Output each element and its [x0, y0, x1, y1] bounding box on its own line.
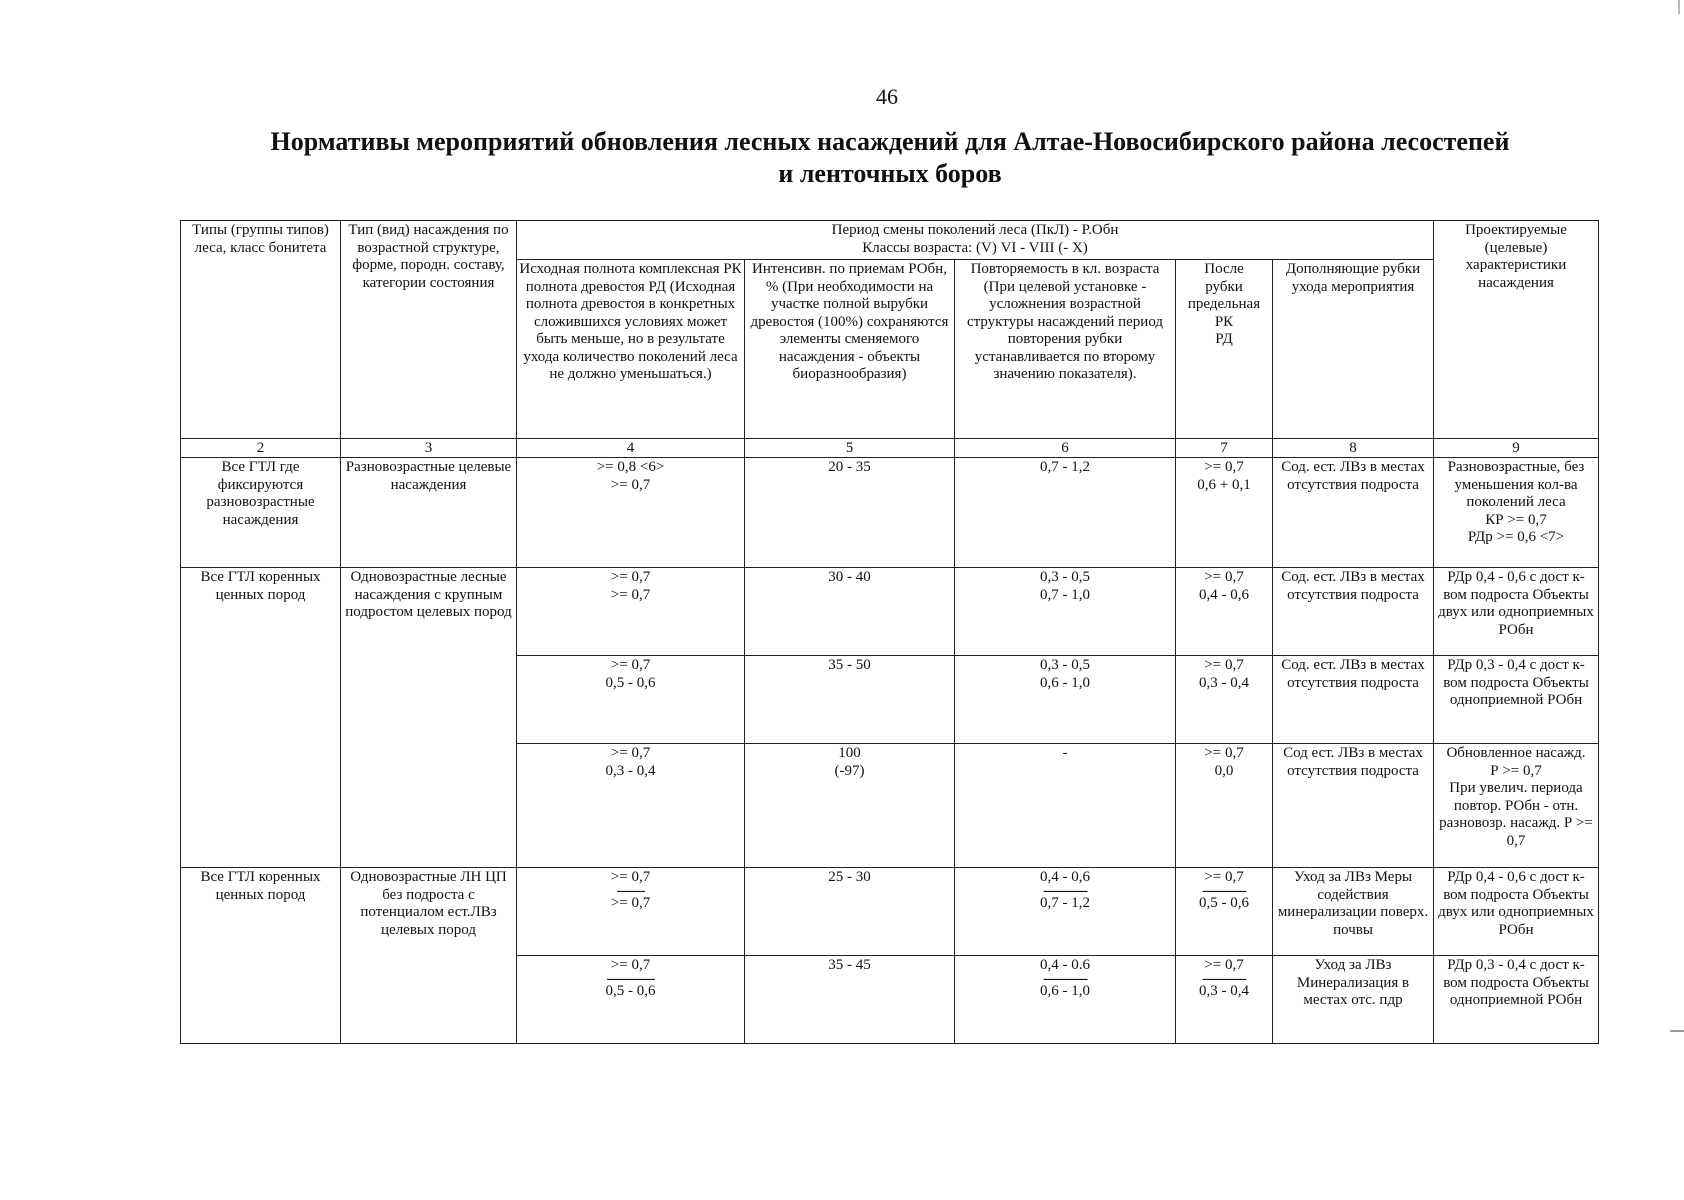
after-cut-cell: >= 0,7 0,4 - 0,6 — [1176, 568, 1273, 656]
stand-type-cell: Разновозрастные целевые насаждения — [341, 458, 517, 568]
repeat-cell: 0,3 - 0,5 0,7 - 1,0 — [955, 568, 1176, 656]
header-measures: Дополняющие рубки ухода мероприятия — [1273, 260, 1434, 439]
column-number: 4 — [517, 439, 745, 458]
intensity-cell: 100 (-97) — [745, 744, 955, 868]
title-line-1: Нормативы мероприятий обновления лесных насаждений для Алтае-Новосибирского района лесостепей — [270, 127, 1510, 156]
measures-cell: Сод. ест. ЛВз в местах отсутствия подроста — [1273, 568, 1434, 656]
header-period-line-1: Период смены поколений леса (ПкЛ) - Р.Обн — [831, 222, 1119, 238]
after-cut-cell: >= 0,7 0,6 + 0,1 — [1176, 458, 1273, 568]
measures-cell: Сод ест. ЛВз в местах отсутствия подроста — [1273, 744, 1434, 868]
stand-type-cell: Одновозрастные лесные насаждения с крупным подростом целевых пород — [341, 568, 517, 868]
intensity-cell: 35 - 50 — [745, 656, 955, 744]
intensity-cell: 30 - 40 — [745, 568, 955, 656]
target-cell: РДр 0,3 - 0,4 с дост к-вом подроста Объекты одноприемной РОбн — [1434, 656, 1599, 744]
table-row — [181, 568, 1599, 656]
intensity-cell: 20 - 35 — [745, 458, 955, 568]
column-number: 6 — [955, 439, 1176, 458]
forest-type-cell: Все ГТЛ где фиксируются разновозрастные насаждения — [181, 458, 341, 568]
intensity-cell: 25 - 30 — [745, 868, 955, 956]
page-number: 46 — [876, 84, 898, 109]
header-repeat: Повторяемость в кл. возраста (При целевой установке - усложнения возрастной структуры насаждений период повторения рубки устанавливается по второму значению показателя). — [955, 260, 1176, 439]
repeat-cell: 0,4 - 0.6 ----------- 0,6 - 1,0 — [955, 956, 1176, 1044]
stand-type-cell: Одновозрастные ЛН ЦП без подроста с потенциалом ест.ЛВз целевых пород — [341, 868, 517, 1044]
header-period-line-2: Классы возраста: (V) VI - VIII (- X) — [862, 239, 1088, 256]
density-cell: >= 0,7 0,3 - 0,4 — [517, 744, 745, 868]
header-density: Исходная полнота комплексная РК полнота древостоя РД (Исходная полнота древостоя в конкретных сложившихся условиях может быть меньше, но в результате ухода количество поколений леса не должно уменьшаться.) — [517, 260, 745, 439]
header-stand-type: Тип (вид) насаждения по возрастной структуре, форме, породн. составу, категории состояния — [341, 221, 517, 439]
measures-cell: Сод. ест. ЛВз в местах отсутствия подроста — [1273, 656, 1434, 744]
title-line-2: и ленточных боров — [778, 159, 1002, 188]
repeat-cell: - — [955, 744, 1176, 868]
column-number: 3 — [341, 439, 517, 458]
intensity-cell: 35 - 45 — [745, 956, 955, 1044]
density-cell: >= 0,7 ------- >= 0,7 — [517, 868, 745, 956]
table-row — [181, 458, 1599, 568]
after-cut-cell: >= 0,7 ----------- 0,3 - 0,4 — [1176, 956, 1273, 1044]
target-cell: Разновозрастные, без уменьшения кол-ва поколений леса КР >= 0,7 РДр >= 0,6 <7> — [1434, 458, 1599, 568]
scan-corner-mark — [1678, 0, 1680, 14]
target-cell: РДр 0,4 - 0,6 с дост к-вом подроста Объекты двух или одноприемных РОбн — [1434, 568, 1599, 656]
density-cell: >= 0,8 <6> >= 0,7 — [517, 458, 745, 568]
column-number-row — [181, 439, 1599, 458]
column-number: 2 — [181, 439, 341, 458]
after-cut-cell: >= 0,7 ----------- 0,5 - 0,6 — [1176, 868, 1273, 956]
measures-cell: Уход за ЛВз Меры содействия минерализации поверх. почвы — [1273, 868, 1434, 956]
target-cell: Обновленное насажд. Р >= 0,7 При увелич. периода повтор. РОбн - отн. разновозр. насажд. Р >= 0,7 — [1434, 744, 1599, 868]
header-after-cut: После рубки предельная РК РД — [1176, 260, 1273, 439]
density-cell: >= 0,7 0,5 - 0,6 — [517, 656, 745, 744]
norms-table — [180, 220, 1599, 1044]
column-number: 9 — [1434, 439, 1599, 458]
header-period — [517, 221, 1434, 260]
table-row — [181, 868, 1599, 956]
header-intensity: Интенсивн. по приемам РОбн, % (При необходимости на участке полной вырубки древостоя (100%) сохраняются элементы сменяемого насаждения - объекты биоразнообразия) — [745, 260, 955, 439]
column-number: 5 — [745, 439, 955, 458]
scan-edge-mark — [1670, 1030, 1684, 1032]
density-cell: >= 0,7 ------------ 0,5 - 0,6 — [517, 956, 745, 1044]
target-cell: РДр 0,3 - 0,4 с дост к-вом подроста Объекты одноприемной РОбн — [1434, 956, 1599, 1044]
density-cell: >= 0,7 >= 0,7 — [517, 568, 745, 656]
repeat-cell: 0,3 - 0,5 0,6 - 1,0 — [955, 656, 1176, 744]
after-cut-cell: >= 0,7 0,3 - 0,4 — [1176, 656, 1273, 744]
column-number: 7 — [1176, 439, 1273, 458]
header-row-1 — [181, 221, 1599, 260]
measures-cell: Сод. ест. ЛВз в местах отсутствия подроста — [1273, 458, 1434, 568]
column-number: 8 — [1273, 439, 1434, 458]
header-forest-type: Типы (группы типов) леса, класс бонитета — [181, 221, 341, 439]
target-cell: РДр 0,4 - 0,6 с дост к-вом подроста Объекты двух или одноприемных РОбн — [1434, 868, 1599, 956]
header-target: Проектируемые (целевые) характеристики насаждения — [1434, 221, 1599, 439]
repeat-cell: 0,7 - 1,2 — [955, 458, 1176, 568]
forest-type-cell: Все ГТЛ коренных ценных пород — [181, 568, 341, 868]
after-cut-cell: >= 0,7 0,0 — [1176, 744, 1273, 868]
document-title — [190, 126, 1590, 190]
measures-cell: Уход за ЛВз Минерализация в местах отс. пдр — [1273, 956, 1434, 1044]
forest-type-cell: Все ГТЛ коренных ценных пород — [181, 868, 341, 1044]
repeat-cell: 0,4 - 0,6 ----------- 0,7 - 1,2 — [955, 868, 1176, 956]
